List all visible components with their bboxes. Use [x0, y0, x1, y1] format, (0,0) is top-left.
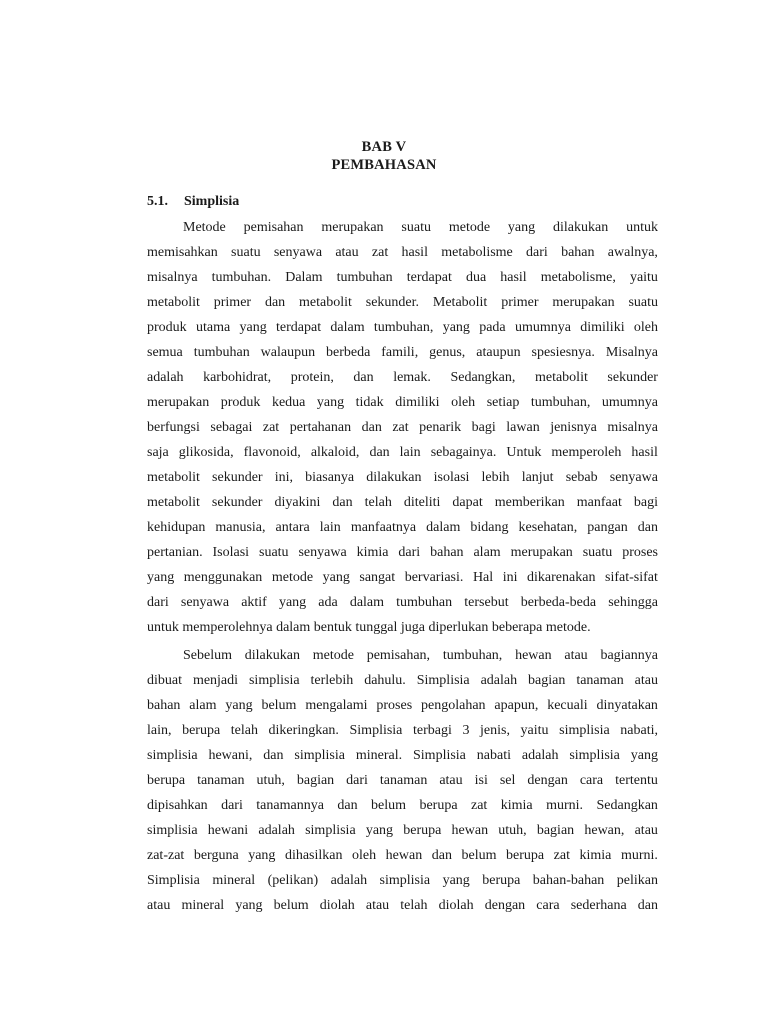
paragraph-line: Simplisia mineral (pelikan) adalah simplisia yang berupa bahan-bahan pelikan	[147, 873, 658, 888]
chapter-number: BAB V	[361, 139, 407, 155]
paragraph-line: dari senyawa aktif yang ada dalam tumbuhan tersebut berbeda-beda sehingga	[147, 595, 658, 610]
paragraph-line: produk utama yang terdapat dalam tumbuhan, yang pada umumnya dimiliki oleh	[147, 320, 658, 335]
paragraph-line: adalah karbohidrat, protein, dan lemak. Sedangkan, metabolit sekunder	[147, 370, 658, 385]
paragraph-line: pertanian. Isolasi suatu senyawa kimia dari bahan alam merupakan suatu proses	[147, 545, 658, 560]
paragraph-line: Metode pemisahan merupakan suatu metode yang dilakukan untuk	[183, 220, 658, 235]
paragraph-line: atau mineral yang belum diolah atau telah diolah dengan cara sederhana dan	[147, 898, 658, 913]
paragraph-line: misalnya tumbuhan. Dalam tumbuhan terdapat dua hasil metabolisme, yaitu	[147, 270, 658, 285]
paragraph-line: metabolit primer dan metabolit sekunder. Metabolit primer merupakan suatu	[147, 295, 658, 310]
paragraph-2	[147, 643, 658, 918]
section-title: Simplisia	[184, 194, 240, 209]
paragraph-line: merupakan produk kedua yang tidak dimiliki oleh setiap tumbuhan, umumnya	[147, 395, 658, 410]
paragraph-line: berfungsi sebagai zat pertahanan dan zat penarik bagi lawan jenisnya misalnya	[147, 420, 658, 435]
paragraph-line: Sebelum dilakukan metode pemisahan, tumbuhan, hewan atau bagiannya	[183, 648, 658, 663]
paragraph-1	[147, 215, 658, 640]
section-heading	[147, 193, 239, 211]
paragraph-line: simplisia hewani, dan simplisia mineral. Simplisia nabati adalah simplisia yang	[147, 748, 658, 763]
chapter-title: PEMBAHASAN	[331, 157, 437, 173]
paragraph-line: kehidupan manusia, antara lain manfaatnya dalam bidang kesehatan, pangan dan	[147, 520, 658, 535]
paragraph-line: metabolit sekunder ini, biasanya dilakukan isolasi lebih lanjut sebab senyawa	[147, 470, 658, 485]
paragraph-line: saja glikosida, flavonoid, alkaloid, dan lain sebagainya. Untuk memperoleh hasil	[147, 445, 658, 460]
paragraph-line: lain, berupa telah dikeringkan. Simplisia terbagi 3 jenis, yaitu simplisia nabati,	[147, 723, 658, 738]
paragraph-line: bahan alam yang belum mengalami proses pengolahan apapun, kecuali dinyatakan	[147, 698, 658, 713]
paragraph-line: berupa tanaman utuh, bagian dari tanaman atau isi sel dengan cara tertentu	[147, 773, 658, 788]
paragraph-line: yang menggunakan metode yang sangat bervariasi. Hal ini dikarenakan sifat-sifat	[147, 570, 658, 585]
paragraph-line: untuk memperolehnya dalam bentuk tunggal juga diperlukan beberapa metode.	[147, 620, 591, 635]
paragraph-line: simplisia hewani adalah simplisia yang berupa hewan utuh, bagian hewan, atau	[147, 823, 658, 838]
section-number: 5.1.	[147, 194, 168, 209]
paragraph-line: dibuat menjadi simplisia terlebih dahulu. Simplisia adalah bagian tanaman atau	[147, 673, 658, 688]
paragraph-line: semua tumbuhan walaupun berbeda famili, genus, ataupun spesiesnya. Misalnya	[147, 345, 658, 360]
paragraph-line: dipisahkan dari tanamannya dan belum berupa zat kimia murni. Sedangkan	[147, 798, 658, 813]
paragraph-line: memisahkan suatu senyawa atau zat hasil metabolisme dari bahan awalnya,	[147, 245, 658, 260]
paragraph-line: zat-zat berguna yang dihasilkan oleh hewan dan belum berupa zat kimia murni.	[147, 848, 658, 863]
paragraph-line: metabolit sekunder diyakini dan telah diteliti dapat memberikan manfaat bagi	[147, 495, 658, 510]
